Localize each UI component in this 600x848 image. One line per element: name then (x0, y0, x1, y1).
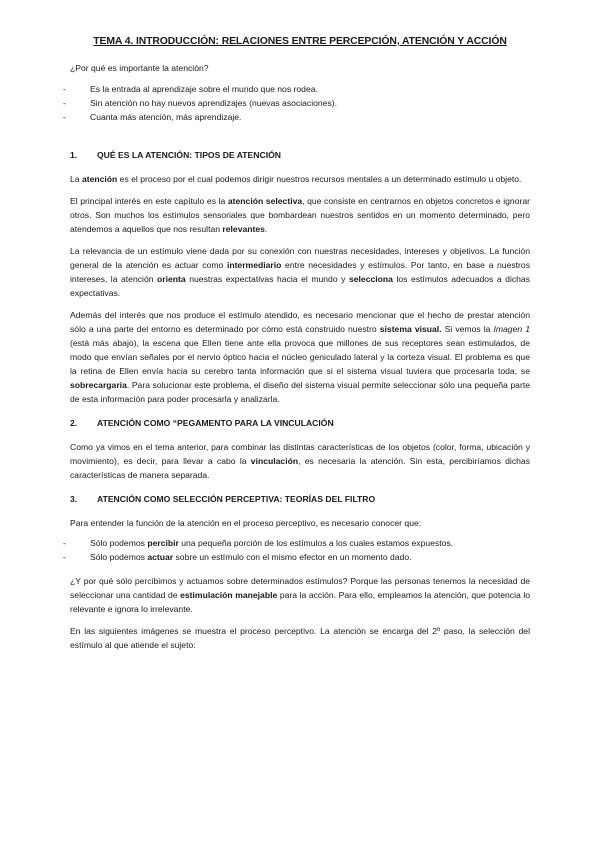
intro-bullet-list (70, 82, 530, 124)
paragraph: Como ya vimos en el tema anterior, para combinar las distintas características de los objetos (color, forma, ubicación y movimiento), es decir, para llevar a cabo la vinculación, es necesaria la atención. Sin esta, percibiríamos dichas características de manera separada. (70, 442, 530, 480)
list-item: - Sólo podemos actuar sobre un estímulo con el mismo efector en un momento dado. (63, 550, 530, 564)
section-title: ATENCIÓN COMO “PEGAMENTO PARA LA VINCULACIÓN (97, 418, 334, 428)
paragraph: ¿Y por qué sólo percibimos y actuamos sobre determinados estímulos? Porque las personas tenemos la necesidad de seleccionar una cantidad de estimulación manejable para la acción. Para ello, empleamos la atención, que potencia lo relevante e ignora lo irrelevante. (70, 576, 531, 614)
paragraph: Para entender la función de la atención en el proceso perceptivo, es necesario conocer que: (70, 518, 422, 528)
section-number: 2. (70, 418, 78, 428)
paragraph: La atención es el proceso por el cual podemos dirigir nuestros recursos mentales a un determinado estímulo u objeto. (70, 174, 522, 184)
document-page (70, 36, 530, 660)
intro-bullet: - Es la entrada al aprendizaje sobre el mundo que nos rodea. (63, 82, 530, 96)
paragraph: El principal interés en este capítulo es la atención selectiva, que consiste en centrarnos en objetos concretos e ignorar otros. Son muchos los estímulos sensoriales que bombardean nuestros sentidos en un momento determinado, pero atendemos a aquellos que nos resultan relevantes. (70, 196, 530, 234)
section-title: QUÉ ES LA ATENCIÓN: TIPOS DE ATENCIÓN (97, 150, 281, 160)
section-2-heading (70, 416, 530, 430)
intro-bullet: - Sin atención no hay nuevos aprendizajes (nuevas asociaciones). (63, 96, 530, 110)
section-1-heading (70, 148, 530, 162)
paragraph: En las siguientes imágenes se muestra el proceso perceptivo. La atención se encarga del 2º paso, la selección del estímulo al que atiende el sujeto: (70, 626, 530, 650)
paragraph: La relevancia de un estímulo viene dada por su conexión con nuestras necesidades, intereses y objetivos. La función general de la atención es actuar como intermediario entre necesidades y estímulos. Por tanto, en base a nuestros intereses, la atención orienta nuestras expectativas hacia el mundo y selecciona los estímulos adecuados a dichas expectativas. (70, 246, 531, 298)
list-item: - Sólo podemos percibir una pequeña porción de los estímulos a los cuales estamos expuestos. (63, 536, 530, 550)
section-number: 1. (70, 150, 78, 160)
paragraph: Además del interés que nos produce el estímulo atendido, es necesario mencionar que el hecho de prestar atención sólo a una parte del entorno es determinado por cómo está construido nuestro sistema visual. Si vemos la Imagen 1 (está más abajo), la escena que Ellen tiene ante ella provoca que millones de sus receptores sean estimulados, de modo que envían señales por el nervio óptico hacia el núcleo geniculado lateral y la corteza visual. El problema es que la retina de Ellen envía hacia su cerebro tanta información que si el sistema visual tuviera que procesarla toda, se sobrecargaría. Para solucionar este problema, el diseño del sistema visual permite seleccionar sólo una pequeña parte de esta información para poder procesarla y analizarla. (70, 310, 530, 404)
section-3-heading (70, 492, 530, 506)
section-title: ATENCIÓN COMO SELECCIÓN PERCEPTIVA: TEORÍAS DEL FILTRO (97, 494, 376, 504)
intro-question: ¿Por qué es importante la atención? (70, 63, 209, 73)
section-3-bullet-list (70, 536, 530, 564)
section-number: 3. (70, 494, 78, 504)
intro-bullet: - Cuanta más atención, más aprendizaje. (63, 110, 530, 124)
document-title: TEMA 4. INTRODUCCIÓN: RELACIONES ENTRE PERCEPCIÓN, ATENCIÓN Y ACCIÓN (93, 36, 507, 47)
